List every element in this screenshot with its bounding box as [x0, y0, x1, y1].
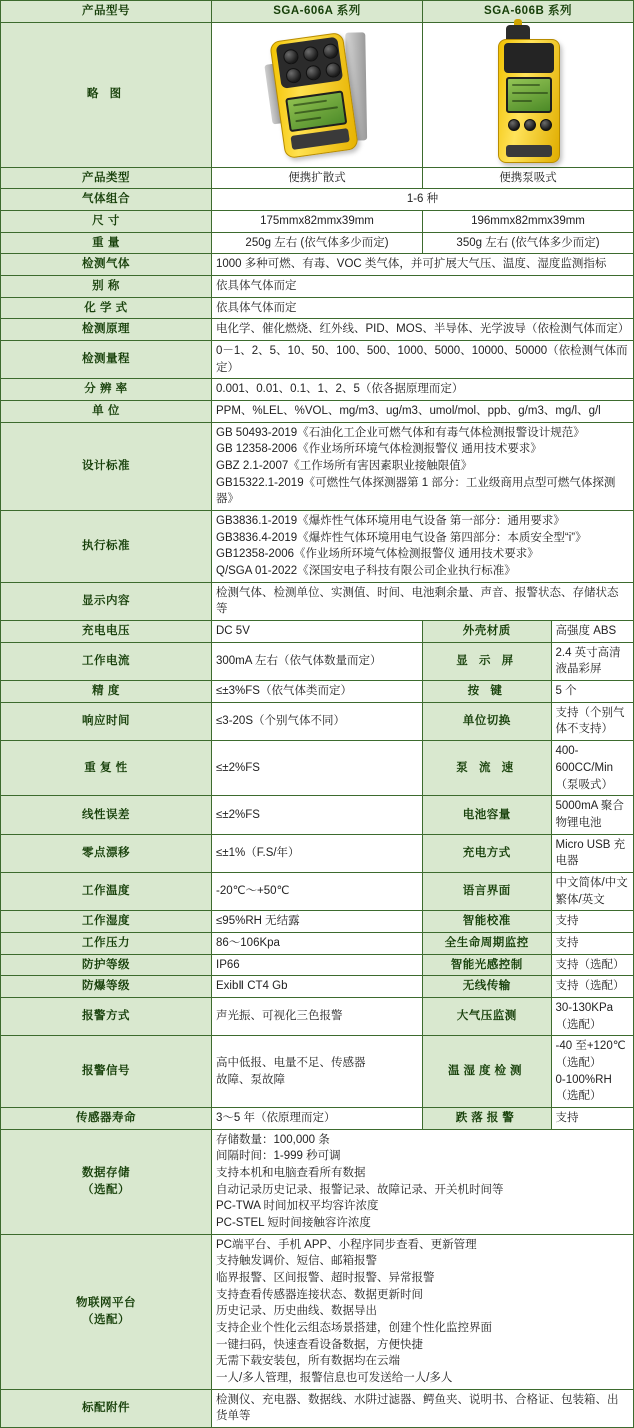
exec-std-line: Q/SGA 01-2022《深国安电子科技有限公司企业执行标准》: [216, 565, 516, 578]
cell-unit-switch-pair: [423, 702, 634, 740]
table-row: [1, 1129, 634, 1234]
portable-diffusion-detector-icon: [255, 25, 379, 165]
label-smart-calib: 智能校准: [423, 911, 551, 932]
label-design-std: 设计标准: [1, 422, 212, 510]
label-chem-formula: 化 学 式: [1, 297, 212, 319]
header-model-label: 产品型号: [1, 1, 212, 23]
label-data-storage: [1, 1129, 212, 1234]
value-drop-alarm: 支持: [551, 1108, 633, 1129]
label-charge-voltage: 充电电压: [1, 621, 212, 643]
table-row: [1, 1107, 634, 1129]
cell-drop-alarm-pair: [423, 1107, 634, 1129]
table-row: [1, 741, 634, 796]
data-storage-line: 自动记录历史记录、报警记录、故障记录、开关机时间等: [216, 1183, 504, 1196]
value-smart-calib: 支持: [551, 911, 633, 932]
label-alias: 别 称: [1, 276, 212, 298]
label-work-pressure: 工作压力: [1, 932, 212, 954]
design-std-line: GB 12358-2006《作业场所环境气体检测报警仪 通用技术要求》: [216, 443, 542, 456]
value-data-storage: [212, 1129, 634, 1234]
value-work-humidity: ≤95%RH 无结露: [212, 911, 423, 933]
cell-battery-pair: [423, 796, 634, 834]
table-row: [1, 401, 634, 423]
iot-platform-line: 一键扫码，快速查看设备数据，方便快捷: [216, 1338, 423, 1351]
value-accuracy: ≤±3%FS（依气体类而定）: [212, 681, 423, 703]
table-row: [1, 834, 634, 872]
label-sensor-life: 传感器寿命: [1, 1107, 212, 1129]
value-charge-mode: Micro USB 充电器: [551, 835, 633, 872]
label-unit: 单 位: [1, 401, 212, 423]
table-row: [1, 422, 634, 510]
data-storage-line: PC-TWA 时间加权平均容许浓度: [216, 1200, 379, 1213]
label-drop-alarm: 跌落报警: [423, 1108, 551, 1129]
value-chem-formula: 依具体气体而定: [212, 297, 634, 319]
value-lifecycle-monitor: 支持: [551, 933, 633, 954]
table-row: [1, 976, 634, 998]
design-std-line: GB15322.1-2019《可燃性气体探测器第 1 部分：工业级商用点型可燃气体探测器》: [216, 476, 616, 506]
label-principle: 检测原理: [1, 319, 212, 341]
portable-pump-detector-icon: [482, 25, 574, 165]
value-unit-switch: 支持（个别气体不支持）: [551, 703, 633, 740]
value-weight-a: 250g 左右 (依气体多少而定): [212, 232, 423, 254]
data-storage-line: 存储数量：100,000 条: [216, 1133, 330, 1146]
value-alarm-signal: [212, 1036, 423, 1108]
value-accessories: 检测仪、充电器、数据线、水阱过滤器、鳄鱼夹、说明书、合格证、包装箱、出货单等: [212, 1389, 634, 1427]
alarm-signal-line: 高中低报、电量不足、传感器: [216, 1056, 366, 1069]
data-storage-label-line2: （选配）: [82, 1183, 130, 1196]
label-weight: 重 量: [1, 232, 212, 254]
cell-smart-light-pair: [423, 954, 634, 976]
label-repeatability: 重 复 性: [1, 741, 212, 796]
cell-wireless-pair: [423, 976, 634, 998]
cell-charge-mode-pair: [423, 834, 634, 872]
label-temp-humidity: 温湿度检测: [423, 1036, 551, 1107]
label-alarm-mode: 报警方式: [1, 997, 212, 1035]
label-accuracy: 精 度: [1, 681, 212, 703]
header-col-a: SGA-606A 系列: [212, 1, 423, 23]
cell-temp-humidity-pair: [423, 1036, 634, 1108]
label-alarm-signal: 报警信号: [1, 1036, 212, 1108]
iot-platform-line: 支持企业个性化云组态场景搭建，创建个性化监控界面: [216, 1321, 492, 1334]
label-pump-flow: 泵 流 速: [423, 741, 551, 795]
table-row: [1, 911, 634, 933]
label-wireless: 无线传输: [423, 976, 551, 997]
data-storage-label-line1: 数据存储: [82, 1166, 130, 1179]
table-row: [1, 997, 634, 1035]
value-shell-material: 高强度 ABS: [551, 621, 633, 642]
value-detect-gas: 1000 多种可燃、有毒、VOC 类气体，并可扩展大气压、温度、湿度监测指标: [212, 254, 634, 276]
value-resolution: 0.001、0.01、0.1、1、2、5（依各据原理而定）: [212, 379, 634, 401]
value-charge-voltage: DC 5V: [212, 621, 423, 643]
exec-std-line: GB3836.4-2019《爆炸性气体环境用电气设备 第四部分：本质安全型“i”》: [216, 531, 587, 544]
value-ip-rating: IP66: [212, 954, 423, 976]
table-row: [1, 232, 634, 254]
value-temp-humidity: [551, 1036, 633, 1107]
data-storage-line: PC-STEL 短时间接触容许浓度: [216, 1216, 371, 1229]
cell-lifecycle-monitor-pair: [423, 932, 634, 954]
value-product-type-a: 便携扩散式: [212, 167, 423, 189]
cell-display-screen-pair: [423, 642, 634, 680]
table-row: [1, 276, 634, 298]
alarm-signal-line: 故障、泵故障: [216, 1073, 285, 1086]
cell-key-count-pair: [423, 681, 634, 703]
cell-shell-material-pair: [423, 621, 634, 643]
iot-platform-line: 一人/多人管理，报警信息也可发送给一人/多人: [216, 1372, 453, 1384]
value-response-time: ≤3-20S（个别气体不同）: [212, 702, 423, 740]
diagram-label: 略 图: [1, 22, 212, 167]
label-range: 检测量程: [1, 341, 212, 379]
iot-platform-line: 临界报警、区间报警、超时报警、异常报警: [216, 1271, 435, 1284]
value-pump-flow: 400-600CC/Min（泵吸式）: [551, 741, 633, 795]
label-display-screen: 显 示 屏: [423, 643, 551, 680]
label-battery: 电池容量: [423, 796, 551, 833]
value-work-pressure: 86～106Kpa: [212, 932, 423, 954]
table-row: [1, 1234, 634, 1389]
value-linear-error: ≤±2%FS: [212, 796, 423, 834]
table-row: [1, 189, 634, 211]
value-battery: 5000mA 聚合物锂电池: [551, 796, 633, 833]
table-row: [1, 932, 634, 954]
header-col-b: SGA-606B 系列: [423, 1, 634, 23]
temp-humidity-line: 0-100%RH （选配）: [555, 1073, 612, 1103]
value-language: 中文简体/中文繁体/英文: [551, 873, 633, 910]
value-display-content: 检测气体、检测单位、实测值、时间、电池剩余量、声音、报警状态、存储状态等: [212, 582, 634, 620]
value-size-a: 175mmx82mmx39mm: [212, 211, 423, 233]
label-smart-light-control: 智能光感控制: [423, 955, 551, 976]
value-ex-rating: ExibⅡ CT4 Gb: [212, 976, 423, 998]
value-exec-std: [212, 511, 634, 583]
device-image-b: [423, 22, 634, 167]
value-range: 0－1、2、5、10、50、100、500、1000、5000、10000、50000（依检测气体而定）: [212, 341, 634, 379]
table-row: [1, 319, 634, 341]
value-design-std: [212, 422, 634, 510]
label-response-time: 响应时间: [1, 702, 212, 740]
label-display-content: 显示内容: [1, 582, 212, 620]
label-language: 语言界面: [423, 873, 551, 910]
data-storage-line: 支持本机和电脑查看所有数据: [216, 1166, 366, 1179]
table-row: [1, 702, 634, 740]
value-smart-light-control: 支持（选配）: [551, 955, 633, 976]
iot-platform-label-line2: （选配）: [82, 1313, 130, 1326]
table-row: [1, 872, 634, 910]
value-size-b: 196mmx82mmx39mm: [423, 211, 634, 233]
temp-humidity-line: -40 至+120℃（选配）: [555, 1040, 626, 1069]
cell-smart-calib-pair: [423, 911, 634, 933]
value-zero-drift: ≤±1%（F.S/年）: [212, 834, 423, 872]
iot-platform-label-line1: 物联网平台: [76, 1296, 136, 1309]
table-row: [1, 167, 634, 189]
label-work-humidity: 工作湿度: [1, 911, 212, 933]
label-accessories: 标配附件: [1, 1389, 212, 1427]
value-key-count: 5 个: [551, 681, 633, 702]
label-key-count: 按 键: [423, 681, 551, 702]
cell-pressure-monitor-pair: [423, 997, 634, 1035]
table-row: [1, 1036, 634, 1108]
value-work-current: 300mA 左右（依气体数量而定）: [212, 642, 423, 680]
value-repeatability: ≤±2%FS: [212, 741, 423, 796]
data-storage-line: 间隔时间：1-999 秒可调: [216, 1150, 341, 1163]
table-row: [1, 341, 634, 379]
iot-platform-line: 支持查看传感器连接状态、数据更新时间: [216, 1288, 423, 1301]
label-lifecycle-monitor: 全生命周期监控: [423, 933, 551, 954]
iot-platform-line: PC端平台、手机 APP、小程序同步查看、更新管理: [216, 1238, 477, 1251]
label-resolution: 分 辨 率: [1, 379, 212, 401]
value-weight-b: 350g 左右 (依气体多少而定): [423, 232, 634, 254]
value-unit: PPM、%LEL、%VOL、mg/m3、ug/m3、umol/mol、ppb、g/m3、mg/l、g/l: [212, 401, 634, 423]
iot-platform-line: 无需下载安装包，所有数据均在云端: [216, 1355, 400, 1368]
table-row: [1, 254, 634, 276]
value-sensor-life: 3～5 年（依原理而定）: [212, 1107, 423, 1129]
label-unit-switch: 单位切换: [423, 703, 551, 740]
label-zero-drift: 零点漂移: [1, 834, 212, 872]
table-row: [1, 379, 634, 401]
label-size: 尺 寸: [1, 211, 212, 233]
device-image-a: [212, 22, 423, 167]
table-row: [1, 642, 634, 680]
table-row: [1, 681, 634, 703]
table-row: [1, 1, 634, 23]
exec-std-line: GB12358-2006《作业场所环境气体检测报警仪 通用技术要求》: [216, 548, 539, 561]
label-iot-platform: [1, 1234, 212, 1389]
value-principle: 电化学、催化燃烧、红外线、PID、MOS、半导体、光学波导（依检测气体而定）: [212, 319, 634, 341]
cell-pump-flow-pair: [423, 741, 634, 796]
value-gas-combo: 1-6 种: [212, 189, 634, 211]
label-exec-std: 执行标准: [1, 511, 212, 583]
iot-platform-line: 历史记录、历史曲线、数据导出: [216, 1305, 377, 1318]
label-shell-material: 外壳材质: [423, 621, 551, 642]
label-work-current: 工作电流: [1, 642, 212, 680]
value-alias: 依具体气体而定: [212, 276, 634, 298]
table-row: [1, 954, 634, 976]
value-iot-platform: [212, 1234, 634, 1389]
table-row: [1, 621, 634, 643]
label-ex-rating: 防爆等级: [1, 976, 212, 998]
label-ip-rating: 防护等级: [1, 954, 212, 976]
value-product-type-b: 便携泵吸式: [423, 167, 634, 189]
design-std-line: GB 50493-2019《石油化工企业可燃气体和有毒气体检测报警设计规范》: [216, 426, 585, 439]
value-display-screen: 2.4 英寸高清液晶彩屏: [551, 643, 633, 680]
value-wireless: 支持（选配）: [551, 976, 633, 997]
label-pressure-monitor: 大气压监测: [423, 998, 551, 1035]
table-row: [1, 582, 634, 620]
label-charge-mode: 充电方式: [423, 835, 551, 872]
table-row: [1, 1389, 634, 1427]
value-alarm-mode: 声光振、可视化三色报警: [212, 997, 423, 1035]
label-work-temp: 工作温度: [1, 872, 212, 910]
table-row: [1, 297, 634, 319]
label-detect-gas: 检测气体: [1, 254, 212, 276]
cell-language-pair: [423, 872, 634, 910]
table-row: [1, 211, 634, 233]
table-row: [1, 511, 634, 583]
table-row: [1, 796, 634, 834]
design-std-line: GBZ 2.1-2007《工作场所有害因素职业接触限值》: [216, 460, 473, 473]
exec-std-line: GB3836.1-2019《爆炸性气体环境用电气设备 第一部分：通用要求》: [216, 515, 565, 528]
value-work-temp: -20℃～+50℃: [212, 872, 423, 910]
value-pressure-monitor: 30-130KPa（选配）: [551, 998, 633, 1035]
label-product-type: 产品类型: [1, 167, 212, 189]
label-linear-error: 线性误差: [1, 796, 212, 834]
table-row: [1, 22, 634, 167]
iot-platform-line: 支持触发调价、短信、邮箱报警: [216, 1255, 377, 1268]
label-gas-combo: 气体组合: [1, 189, 212, 211]
